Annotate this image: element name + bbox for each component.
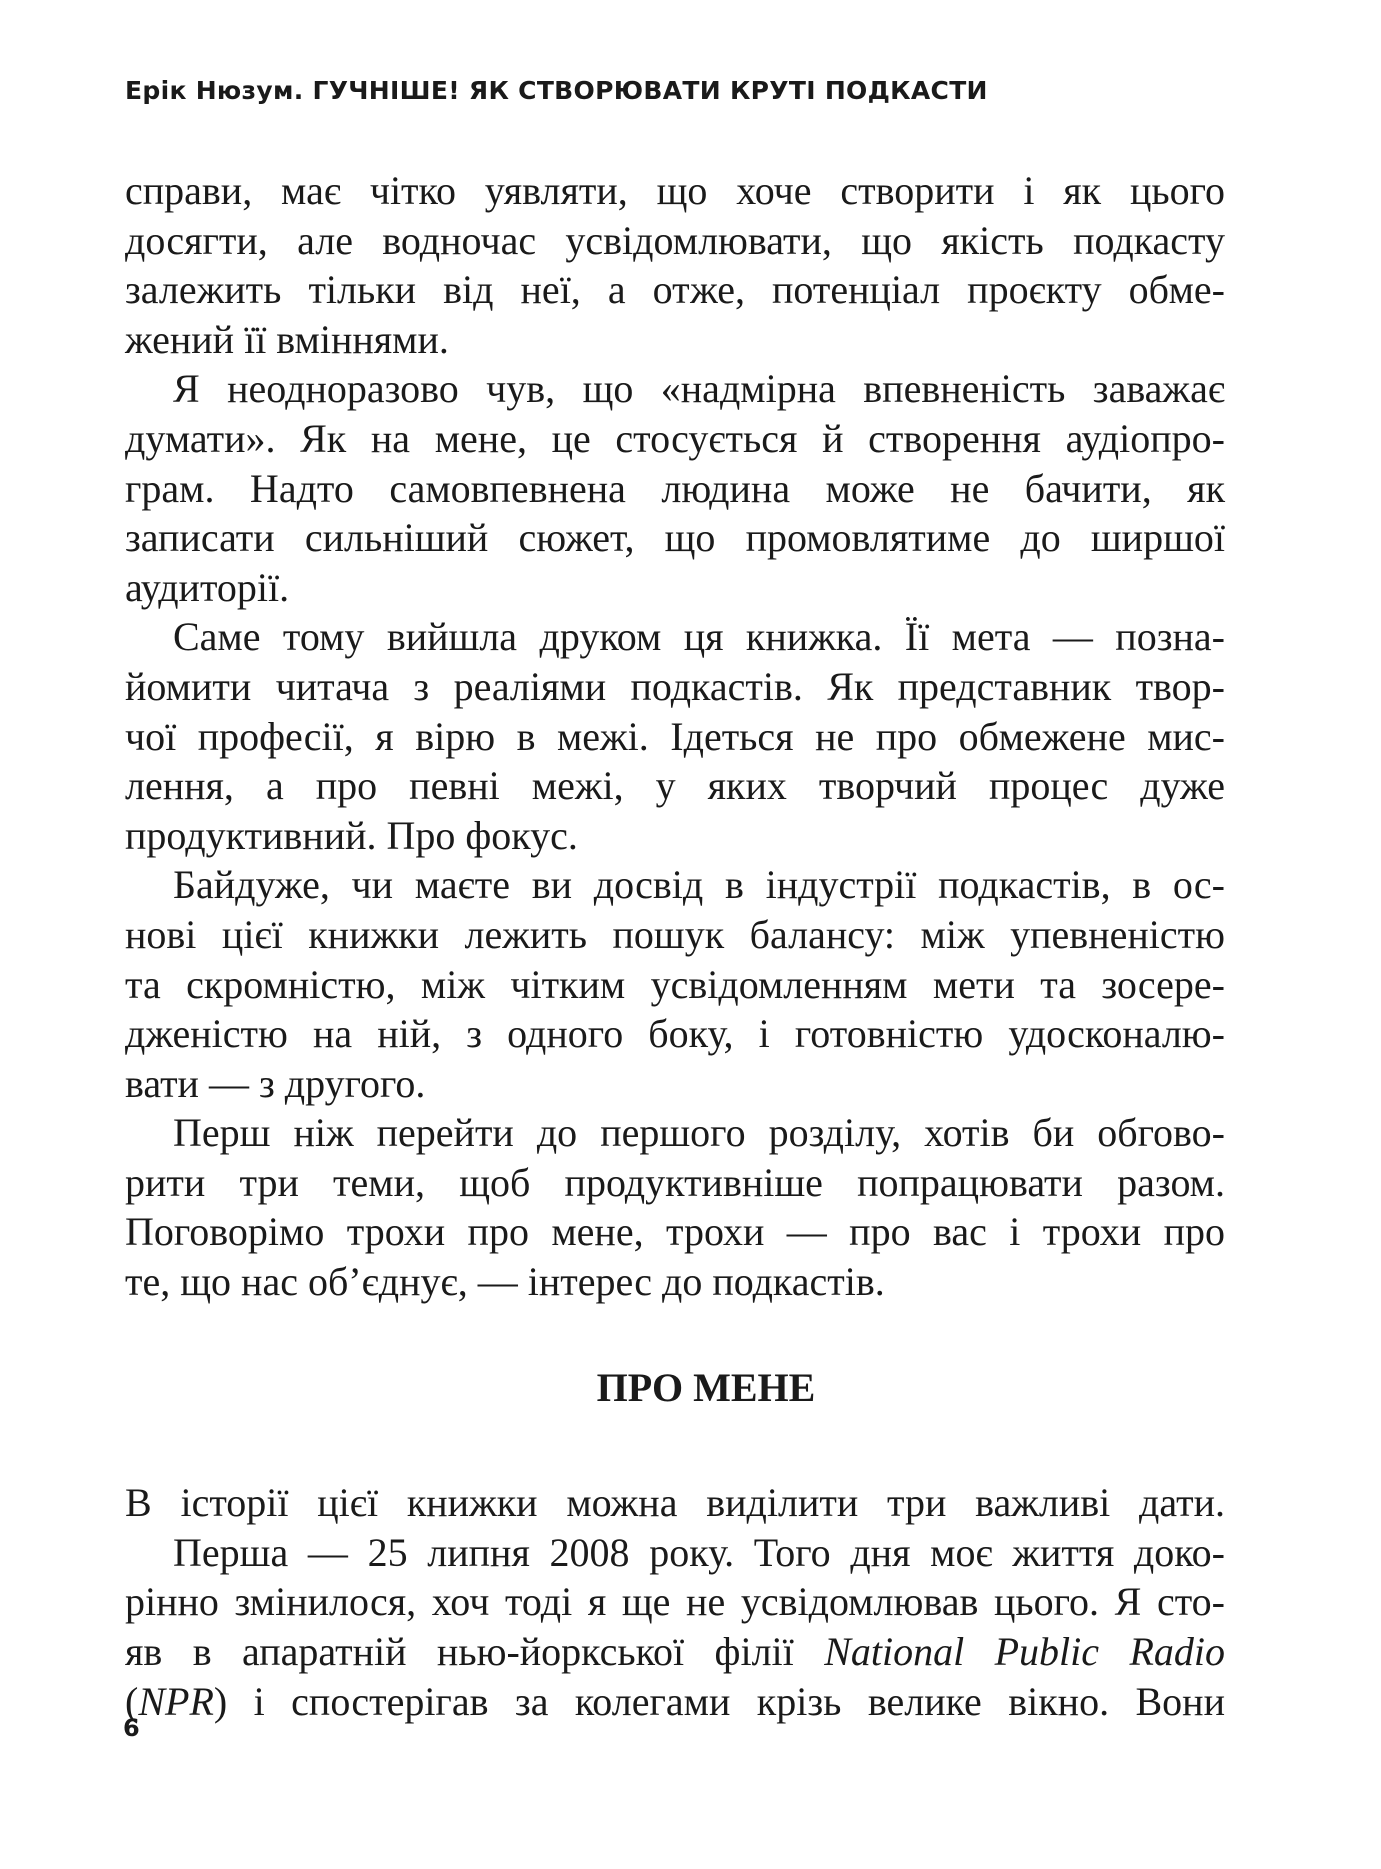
text-line: жений її вміннями. (125, 316, 449, 362)
text-line: В історії цієї книжки можна виділити три важливі дати. (125, 1480, 1225, 1526)
text-line: дженістю на ній, з одного боку, і готовністю удосконалю- (125, 1011, 1225, 1057)
page-number: 6 (123, 1714, 140, 1742)
text-line: продуктивний. Про фокус. (125, 812, 578, 858)
organization-name: National Public Radio (824, 1629, 1225, 1675)
text-line: вати — з другого. (125, 1060, 426, 1106)
text-line: та скромністю, між чітким усвідомленням мети та зосере- (125, 961, 1225, 1007)
text-fragment: яв в апаратній нью-йоркської філії (125, 1629, 825, 1675)
text-line: Перш ніж перейти до першого розділу, хотів би обгово- (173, 1110, 1225, 1156)
text-line: йомити читача з реаліями подкастів. Як представник твор- (125, 663, 1225, 709)
text-line: Поговорімо трохи про мене, трохи — про вас і трохи про (125, 1209, 1225, 1255)
text-line: нові цієї книжки лежить пошук балансу: між упевненістю (125, 911, 1225, 957)
text-line (125, 1627, 1225, 1677)
body-text (125, 166, 1225, 1726)
text-line: рінно змінилося, хоч тоді я ще не усвідомлював цього. Я сто- (125, 1579, 1225, 1625)
text-line: залежить тільки від неї, а отже, потенціал проєкту обме- (125, 267, 1225, 313)
text-line: думати». Як на мене, це стосується й створення аудіопро- (125, 415, 1225, 461)
text-line: Байдуже, чи маєте ви досвід в індустрії подкастів, в ос- (173, 862, 1225, 908)
text-fragment: ) і спостерігав за колегами крізь велике вікно. Вони (213, 1678, 1225, 1724)
text-line: рити три теми, щоб продуктивніше попрацювати разом. (125, 1159, 1225, 1205)
text-line: записати сильніший сюжет, що промовлятиме до ширшої (125, 515, 1225, 561)
section-heading: ПРО МЕНЕ (596, 1364, 816, 1410)
text-line: лення, а про певні межі, у яких творчий процес дуже (125, 763, 1225, 809)
text-line: те, що нас об’єднує, — інтерес до подкастів. (125, 1259, 885, 1305)
text-line: Перша — 25 липня 2008 року. Того дня моє життя доко- (173, 1529, 1225, 1575)
text-line (125, 1677, 1225, 1727)
text-line: грам. Надто самовпевнена людина може не бачити, як (125, 465, 1225, 511)
text-fragment: ( (125, 1678, 139, 1724)
running-head: Ерік Нюзум. ГУЧНІШЕ! ЯК СТВОРЮВАТИ КРУТІ ПОДКАСТИ (125, 76, 988, 105)
text-line: Я неодноразово чув, що «надмірна впевненість заважає (173, 366, 1225, 412)
text-line: Саме тому вийшла друком ця книжка. Її мета — позна- (173, 614, 1225, 660)
text-line: справи, має чітко уявляти, що хоче створити і як цього (125, 168, 1225, 213)
organization-abbr: NPR (138, 1678, 214, 1724)
text-line: досягти, але водночас усвідомлювати, що якість подкасту (125, 217, 1225, 263)
text-line: аудиторії. (125, 564, 290, 610)
text-line: чої професії, я вірю в межі. Ідеться не про обмежене мис- (125, 713, 1225, 759)
